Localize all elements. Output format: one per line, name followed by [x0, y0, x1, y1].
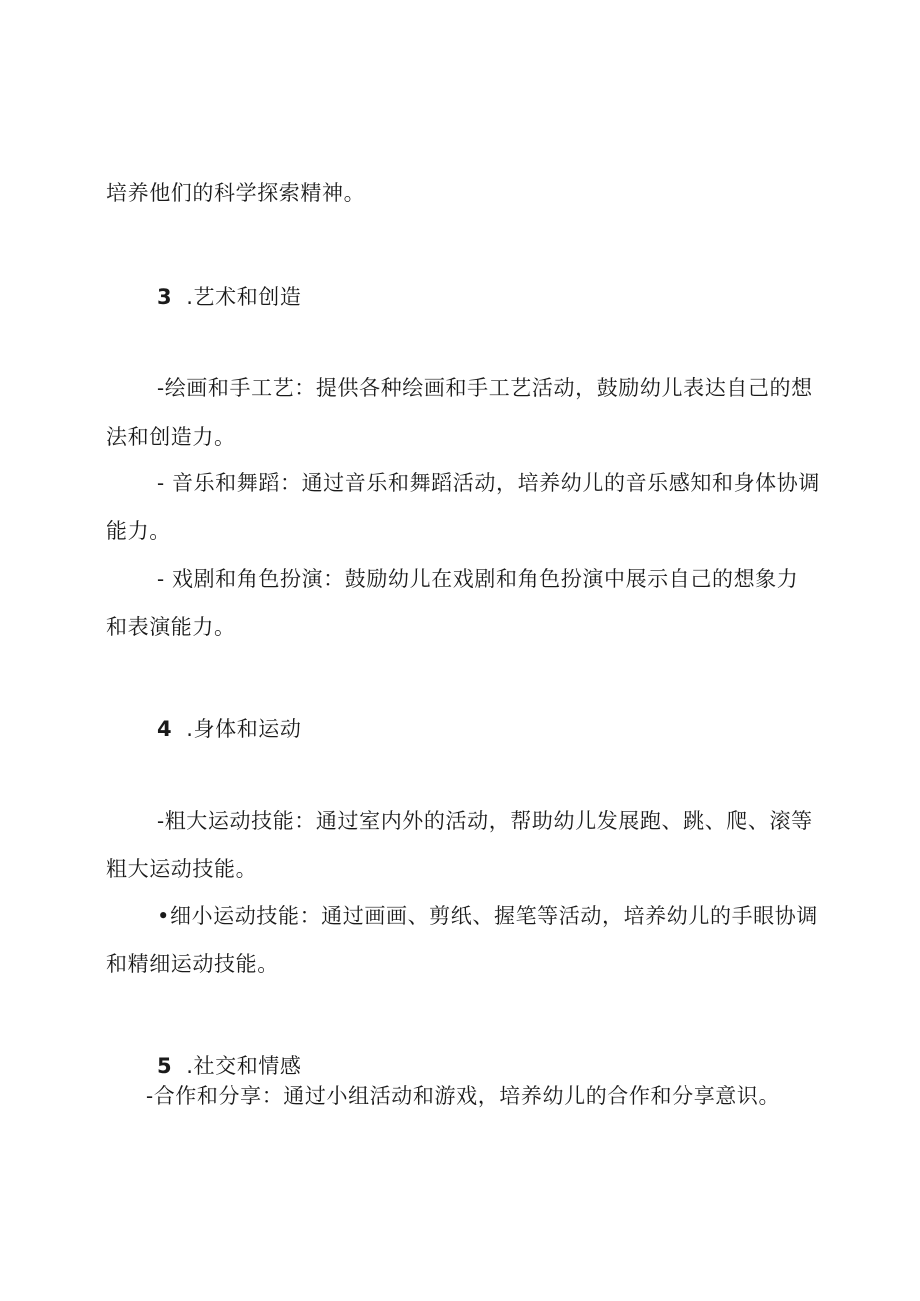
- section-heading-5: [157, 1053, 302, 1079]
- list-item-line: •细小运动技能：通过画画、剪纸、握笔等活动，培养幼儿的手眼协调: [157, 904, 818, 928]
- intro-line: 培养他们的科学探索精神。: [106, 181, 366, 205]
- list-item-line: -粗大运动技能：通过室内外的活动，帮助幼儿发展跑、跳、爬、滚等: [157, 809, 813, 833]
- section-number: 4: [157, 717, 173, 741]
- section-heading-4: [157, 716, 302, 742]
- section-title: .社交和情感: [186, 1054, 302, 1078]
- list-item-line: 和精细运动技能。: [106, 952, 279, 976]
- list-item-line: -绘画和手工艺：提供各种绘画和手工艺活动，鼓励幼儿表达自己的想: [157, 376, 813, 400]
- section-number: 3: [157, 285, 173, 309]
- list-item-line: 粗大运动技能。: [106, 857, 258, 881]
- list-item-line: 和表演能力。: [106, 615, 236, 639]
- section-title: .艺术和创造: [186, 285, 302, 309]
- list-item-line: - 音乐和舞蹈：通过音乐和舞蹈活动，培养幼儿的音乐感知和身体协调: [157, 471, 820, 495]
- section-title: .身体和运动: [186, 717, 302, 741]
- section-number: 5: [157, 1054, 173, 1078]
- list-item-line: 法和创造力。: [106, 425, 236, 449]
- section-heading-3: [157, 284, 302, 310]
- list-item-line: 能力。: [106, 519, 171, 543]
- list-item-line: - 戏剧和角色扮演：鼓励幼儿在戏剧和角色扮演中展示自己的想象力: [157, 567, 799, 591]
- list-item-line: -合作和分享：通过小组活动和游戏，培养幼儿的合作和分享意识。: [146, 1084, 781, 1108]
